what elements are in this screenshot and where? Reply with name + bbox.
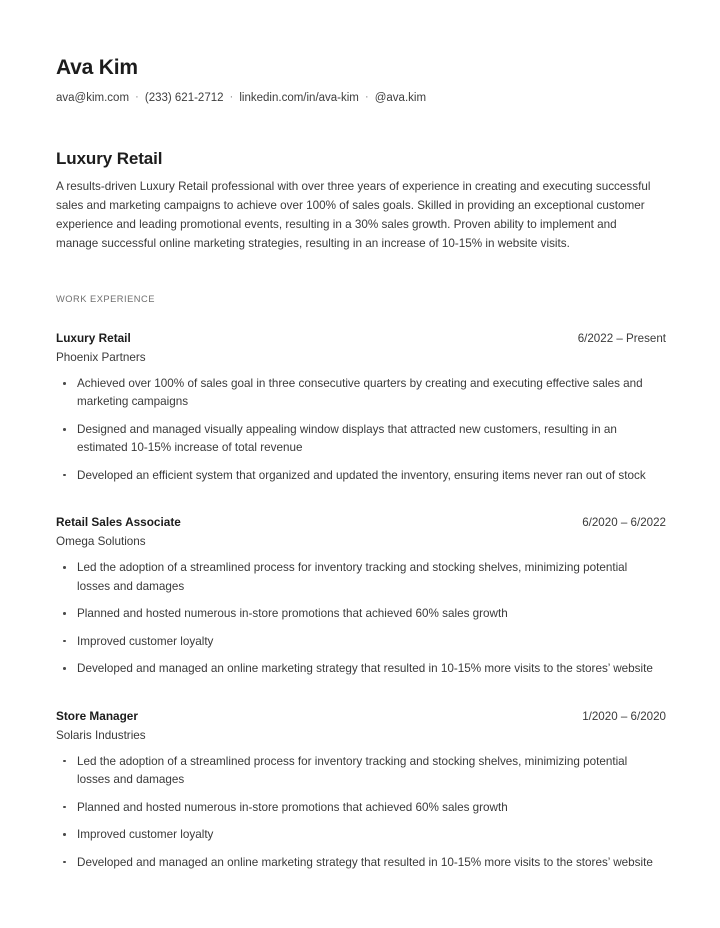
- contact-item[interactable]: @ava.kim: [374, 92, 427, 105]
- summary-section: [56, 149, 664, 254]
- bullet-text: Planned and hosted numerous in-store promotions that achieved 60% sales growth: [77, 607, 508, 621]
- bullet-dot-icon: [63, 760, 66, 763]
- bullet-dot-icon: [63, 806, 66, 809]
- resume-header: [56, 56, 664, 106]
- bullet-dot-icon: [63, 861, 66, 864]
- experience-entry-header: [56, 515, 666, 529]
- summary-text: A results-driven Luxury Retail professional with over three years of experience in creating and executing successful sales and marketing campaigns to achieve over 100% of sales goals. Skilled in providing an exceptional customer experience and leading promotional events, resulting in a 30% sales growth. Proven ability to implement and manage successful online marketing strategies, resulting in an increase of 10-15% in website visits.: [56, 180, 651, 250]
- bullet-dot-icon: [63, 566, 66, 569]
- bullet-text: Designed and managed visually appealing window displays that attracted new customers, resulting in an estimated 10-15% increase of total revenue: [77, 422, 617, 455]
- list-item: [56, 753, 661, 790]
- experience-organization: Phoenix Partners: [56, 350, 146, 364]
- experience-job-title: Store Manager: [56, 708, 138, 723]
- bullet-dot-icon: [63, 382, 66, 385]
- bullet-dot-icon: [63, 428, 66, 431]
- work-experience-list: [56, 331, 664, 872]
- experience-bullet-list: [56, 559, 664, 678]
- bullet-dot-icon: [63, 474, 66, 477]
- experience-entry-header: [56, 709, 666, 723]
- list-item: [56, 799, 661, 817]
- bullet-text: Led the adoption of a streamlined process for inventory tracking and stocking shelves, minimizing potential losses and damages: [77, 561, 628, 593]
- list-item: [56, 605, 661, 623]
- experience-entry: [56, 709, 664, 872]
- bullet-dot-icon: [63, 667, 66, 670]
- experience-job-title: Retail Sales Associate: [56, 515, 181, 530]
- bullet-text: Developed and managed an online marketing strategy that resulted in 10-15% more visits to the stores’ website: [77, 855, 653, 869]
- bullet-text: Led the adoption of a streamlined process for inventory tracking and stocking shelves, minimizing potential losses and damages: [77, 754, 628, 787]
- contact-item[interactable]: linkedin.com/in/ava-kim: [239, 92, 359, 105]
- experience-organization: Solaris Industries: [56, 728, 146, 742]
- bullet-dot-icon: [63, 612, 66, 615]
- bullet-dot-icon: [63, 833, 66, 836]
- contact-item[interactable]: (233) 621-2712: [144, 92, 224, 105]
- experience-entry: [56, 331, 664, 485]
- list-item: [56, 826, 661, 844]
- bullet-text: Achieved over 100% of sales goal in three consecutive quarters by creating and executing effective sales and marketing campaigns: [77, 376, 643, 409]
- bullet-text: Developed and managed an online marketing strategy that resulted in 10-15% more visits to the stores’ website: [77, 662, 653, 676]
- bullet-text: Improved customer loyalty: [77, 634, 214, 648]
- list-item: [56, 421, 661, 458]
- bullet-text: Developed an efficient system that organized and updated the inventory, ensuring items never ran out of stock: [77, 468, 646, 482]
- list-item: [56, 854, 661, 872]
- section-label-work-experience: WORK EXPERIENCE: [56, 293, 155, 304]
- contact-separator: ·: [364, 91, 369, 104]
- contact-item[interactable]: ava@kim.com: [56, 92, 130, 105]
- experience-job-title: Luxury Retail: [56, 330, 131, 345]
- list-item: [56, 467, 661, 485]
- list-item: [56, 660, 661, 678]
- experience-date-range: 6/2022 – Present: [577, 331, 666, 345]
- page-title: Ava Kim: [56, 56, 138, 79]
- bullet-text: Improved customer loyalty: [77, 828, 214, 842]
- experience-entry: [56, 515, 664, 678]
- experience-bullet-list: [56, 753, 664, 872]
- experience-date-range: 1/2020 – 6/2020: [582, 709, 666, 723]
- experience-organization: Omega Solutions: [56, 535, 146, 549]
- experience-bullet-list: [56, 375, 664, 485]
- list-item: [56, 633, 661, 651]
- bullet-text: Planned and hosted numerous in-store promotions that achieved 60% sales growth: [77, 800, 508, 814]
- summary-title: Luxury Retail: [56, 149, 163, 169]
- experience-entry-header: [56, 331, 666, 345]
- experience-date-range: 6/2020 – 6/2022: [582, 516, 666, 530]
- list-item: [56, 559, 661, 596]
- bullet-dot-icon: [63, 640, 66, 643]
- contact-line: [56, 90, 664, 106]
- list-item: [56, 375, 661, 412]
- contact-separator: ·: [229, 91, 234, 104]
- contact-separator: ·: [135, 91, 139, 104]
